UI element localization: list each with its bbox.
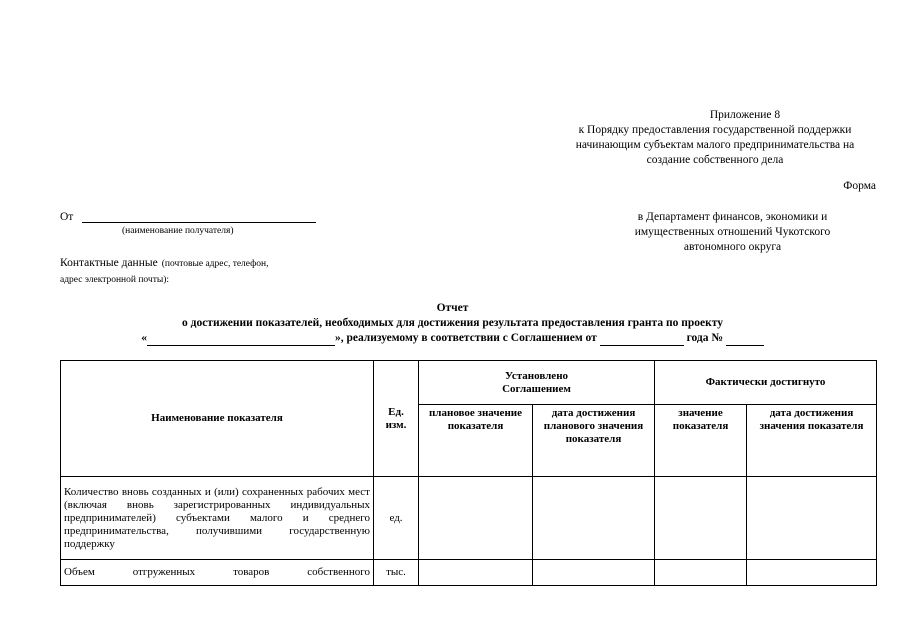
row-planned-value-cell[interactable] — [419, 560, 533, 586]
table-row — [61, 560, 877, 586]
contacts-hint-2: адрес электронной почты): — [60, 275, 170, 285]
row-unit: тыс. — [374, 560, 419, 586]
row-planned-date-cell[interactable] — [533, 560, 655, 586]
appendix-line-3: начинающим субъектам малого предпринимательства на — [575, 139, 855, 151]
title-year-text: года № — [686, 332, 723, 344]
report-table — [60, 360, 877, 586]
row-fact-value-cell[interactable] — [655, 560, 747, 586]
table-row — [61, 477, 877, 560]
row-fact-date-cell[interactable] — [747, 560, 877, 586]
row-unit: ед. — [374, 477, 419, 560]
from-line — [60, 210, 316, 223]
title-line-1: Отчет — [436, 302, 469, 314]
row-fact-date-cell[interactable] — [747, 477, 877, 560]
header-indicator-name: Наименование показателя — [61, 361, 374, 477]
title-agreement-text: », реализуемому в соответствии с Соглашением от — [334, 332, 597, 344]
contacts-label: Контактные данные — [60, 257, 158, 269]
appendix-line-2: к Порядку предоставления государственной поддержки — [578, 124, 852, 136]
agreement-number-field[interactable] — [726, 334, 764, 346]
row-planned-date-cell[interactable] — [533, 477, 655, 560]
title-line-3 — [20, 331, 885, 346]
header-unit: Ед. изм. — [374, 361, 419, 477]
addressee-block — [610, 210, 855, 255]
contacts-line — [60, 255, 310, 287]
report-title — [20, 301, 885, 346]
from-recipient-field[interactable] — [82, 210, 316, 223]
contacts-hint-1: (почтовые адрес, телефон, — [161, 259, 269, 269]
title-quote-open: « — [141, 332, 147, 344]
row-planned-value-cell[interactable] — [419, 477, 533, 560]
from-hint: (наименование получателя) — [122, 226, 234, 236]
addressee-line-2: имущественных отношений Чукотского — [634, 226, 831, 238]
appendix-line-4: создание собственного дела — [646, 154, 784, 166]
agreement-date-field[interactable] — [600, 334, 684, 346]
header-group-set: Установлено Соглашением — [419, 361, 655, 405]
from-prefix: От — [60, 211, 74, 223]
header-fact-date: дата достижения значения показателя — [747, 405, 877, 477]
appendix-line-1: Приложение 8 — [709, 109, 781, 121]
addressee-line-1: в Департамент финансов, экономики и — [637, 211, 828, 223]
header-planned-value: плановое значение показателя — [419, 405, 533, 477]
header-group-fact: Фактически достигнуто — [655, 361, 877, 405]
title-line-2: о достижении показателей, необходимых для достижения результата предоставления гранта по проекту — [182, 317, 723, 329]
appendix-block — [540, 108, 890, 168]
project-name-field[interactable] — [147, 334, 335, 346]
header-fact-value: значение показателя — [655, 405, 747, 477]
form-label: Форма — [843, 180, 876, 192]
addressee-line-3: автономного округа — [683, 241, 782, 253]
row-fact-value-cell[interactable] — [655, 477, 747, 560]
row-indicator-name: Объем отгруженных товаров собственного — [61, 560, 374, 586]
row-indicator-name: Количество вновь созданных и (или) сохраненных рабочих мест (включая вновь зарегистрированных индивидуальных предпринимателей) субъектами малого и среднего предпринимательства, получившими государственную поддержку — [61, 477, 374, 560]
header-planned-date: дата достижения планового значения показателя — [533, 405, 655, 477]
